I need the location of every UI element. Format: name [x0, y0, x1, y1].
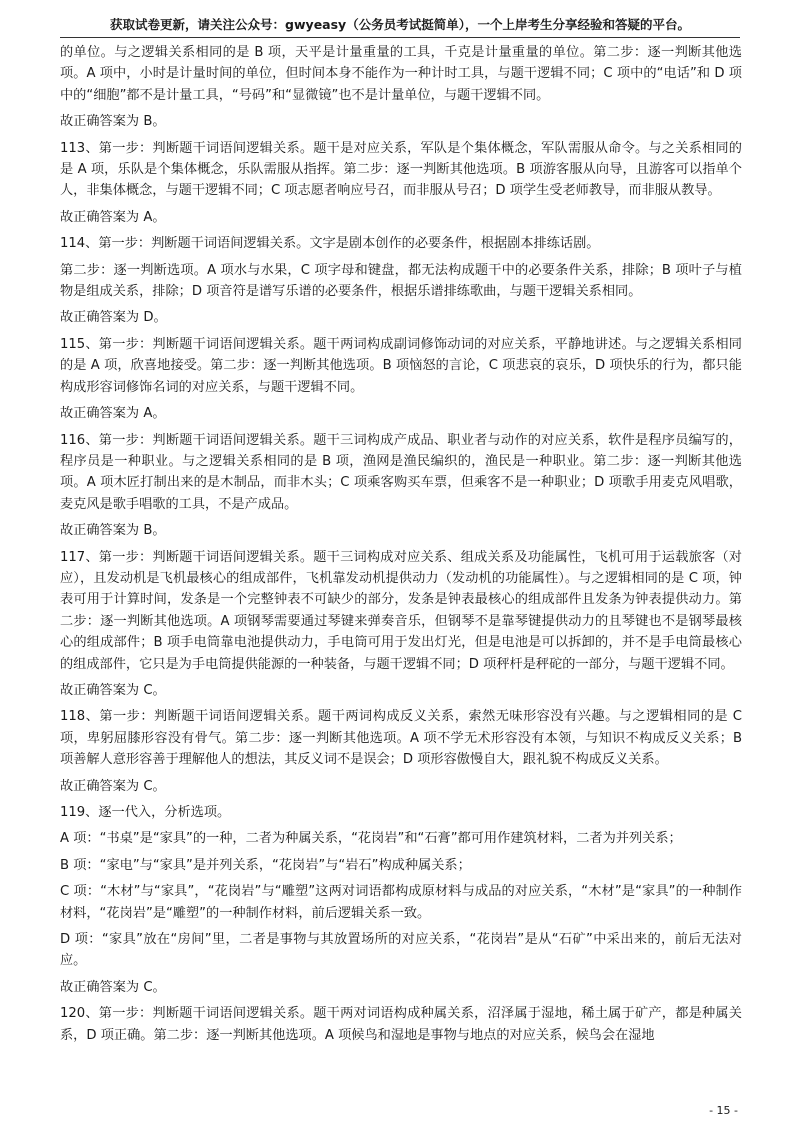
paragraph: 第二步：逐一判断选项。A 项水与水果，C 项字母和键盘，都无法构成题干中的必要条件关系，排除；B 项叶子与植物是组成关系，排除；D 项音符是谱写乐谱的必要条件，根据乐谱排练歌曲，与题干逻辑关系相同。: [60, 262, 742, 300]
paragraph: C 项：“木材”与“家具”，“花岗岩”与“雕塑”这两对词语都构成原材料与成品的对应关系，“木材”是“家具”的一种制作材料，“花岗岩”是“雕塑”的一种制作材料，前后逻辑关系一致。: [60, 884, 742, 921]
answer-line: 故正确答案为 D。: [60, 310, 167, 326]
answer-line: 故正确答案为 B。: [60, 114, 166, 130]
paragraph: 120、第一步：判断题干词语间逻辑关系。题干两对词语构成种属关系，沼泽属于湿地，稀土属于矿产，都是种属关系，D 项正确。第二步：逐一判断其他选项。A 项候鸟和湿地是事物与地点的对应关系，候鸟会在湿地: [60, 1006, 742, 1043]
answer-line: 故正确答案为 C。: [60, 979, 166, 995]
page-number: - 15 -: [709, 1104, 738, 1117]
answer-line: 故正确答案为 C。: [60, 682, 166, 698]
answer-line: 故正确答案为 A。: [60, 406, 166, 422]
paragraph: 119、逐一代入，分析选项。: [60, 805, 231, 820]
answer-line: 故正确答案为 B。: [60, 523, 166, 539]
paragraph: 113、第一步：判断题干词语间逻辑关系。题干是对应关系，军队是个集体概念，军队需服从命令。与之关系相同的是 A 项，乐队是个集体概念，乐队需服从指挥。第二步：逐一判断其他选项。B 项游客服从向导，且游客可以指单个人，非集体概念，与题干逻辑不同；C 项志愿者响应号召，而非服从号召；D 项学生受老师教导，而非服从教导。: [60, 140, 742, 199]
paragraph: 114、第一步：判断题干词语间逻辑关系。文字是剧本创作的必要条件，根据剧本排练话剧。: [60, 236, 600, 252]
paragraph: 118、第一步：判断题干词语间逻辑关系。题干两词构成反义关系，索然无味形容没有兴趣。与之逻辑相同的是 C 项，卑躬屈膝形容没有骨气。第二步：逐一判断其他选项。A 项不学无术形容没有本领，与知识不构成反义关系；B 项善解人意形容善于理解他人的想法，其反义词不是误会；D 项形容傲慢自大，跟礼貌不构成反义关系。: [60, 709, 742, 768]
document-body: [60, 42, 742, 1051]
page-header: 获取试卷更新，请关注公众号：gwyeasy（公务员考试挺简单），一个上岸考生分享经验和答疑的平台。: [60, 16, 740, 38]
paragraph: B 项：“家电”与“家具”是并列关系，“花岗岩”与“岩石”构成种属关系；: [60, 857, 471, 873]
paragraph: 115、第一步：判断题干词语间逻辑关系。题干两词构成副词修饰动词的对应关系，平静地讲述。与之逻辑关系相同的是 A 项，欣喜地接受。第二步：逐一判断其他选项。B 项恼怒的言论，C 项悲哀的哀乐，D 项快乐的行为，都只能构成形容词修饰名词的对应关系，与题干逻辑不同。: [60, 336, 742, 395]
paragraph: A 项：“书桌”是“家具”的一种，二者为种属关系，“花岗岩”和“石膏”都可用作建筑材料，二者为并列关系；: [60, 831, 682, 847]
paragraph: 116、第一步：判断题干词语间逻辑关系。题干三词构成产成品、职业者与动作的对应关系，软件是程序员编写的，程序员是一种职业。与之逻辑关系相同的是 B 项，渔网是渔民编织的，渔民是一种职业。第二步：逐一判断其他选项。A 项木匠打制出来的是木制品，而非木头；C 项乘客购买车票，但乘客不是一种职业；D 项歌手用麦克风唱歌，麦克风是歌手唱歌的工具，不是产成品。: [60, 432, 742, 512]
paragraph: D 项：“家具”放在“房间”里，二者是事物与其放置场所的对应关系，“花岗岩”是从“石矿”中采出来的，前后无法对应。: [60, 932, 742, 969]
paragraph: 117、第一步：判断题干词语间逻辑关系。题干三词构成对应关系、组成关系及功能属性，飞机可用于运载旅客（对应），且发动机是飞机最核心的组成部件，飞机靠发动机提供动力（发动机的功能属性）。与之逻辑相同的是 C 项，钟表可用于计算时间，发条是一个完整钟表不可缺少的部分，发条是钟表最核心的组成部件且发条为钟表提供动力。第二步：逐一判断其他选项。A 项钢琴需要通过琴键来弹奏音乐，但钢琴不是靠琴键提供动力的且琴键也不是钢琴最核心的组成部件；B 项手电筒靠电池提供动力，手电筒可用于发出灯光，但是电池是可以拆卸的，并不是手电筒最核心的组成部件，它只是为手电筒提供能源的一种装备，与题干逻辑不同；D 项秤杆是秤砣的一部分，与题干逻辑不同。: [60, 549, 742, 672]
paragraph: 的单位。与之逻辑关系相同的是 B 项，天平是计量重量的工具，千克是计量重量的单位。第二步：逐一判断其他选项。A 项中，小时是计量时间的单位，但时间本身不能作为一种计时工具，与题干逻辑不同；C 项中的“电话”和 D 项中的“细胞”都不是计量工具，“号码”和“显微镜”也不是计量单位，与题干逻辑不同。: [60, 45, 742, 103]
answer-line: 故正确答案为 A。: [60, 209, 166, 225]
answer-line: 故正确答案为 C。: [60, 778, 166, 794]
